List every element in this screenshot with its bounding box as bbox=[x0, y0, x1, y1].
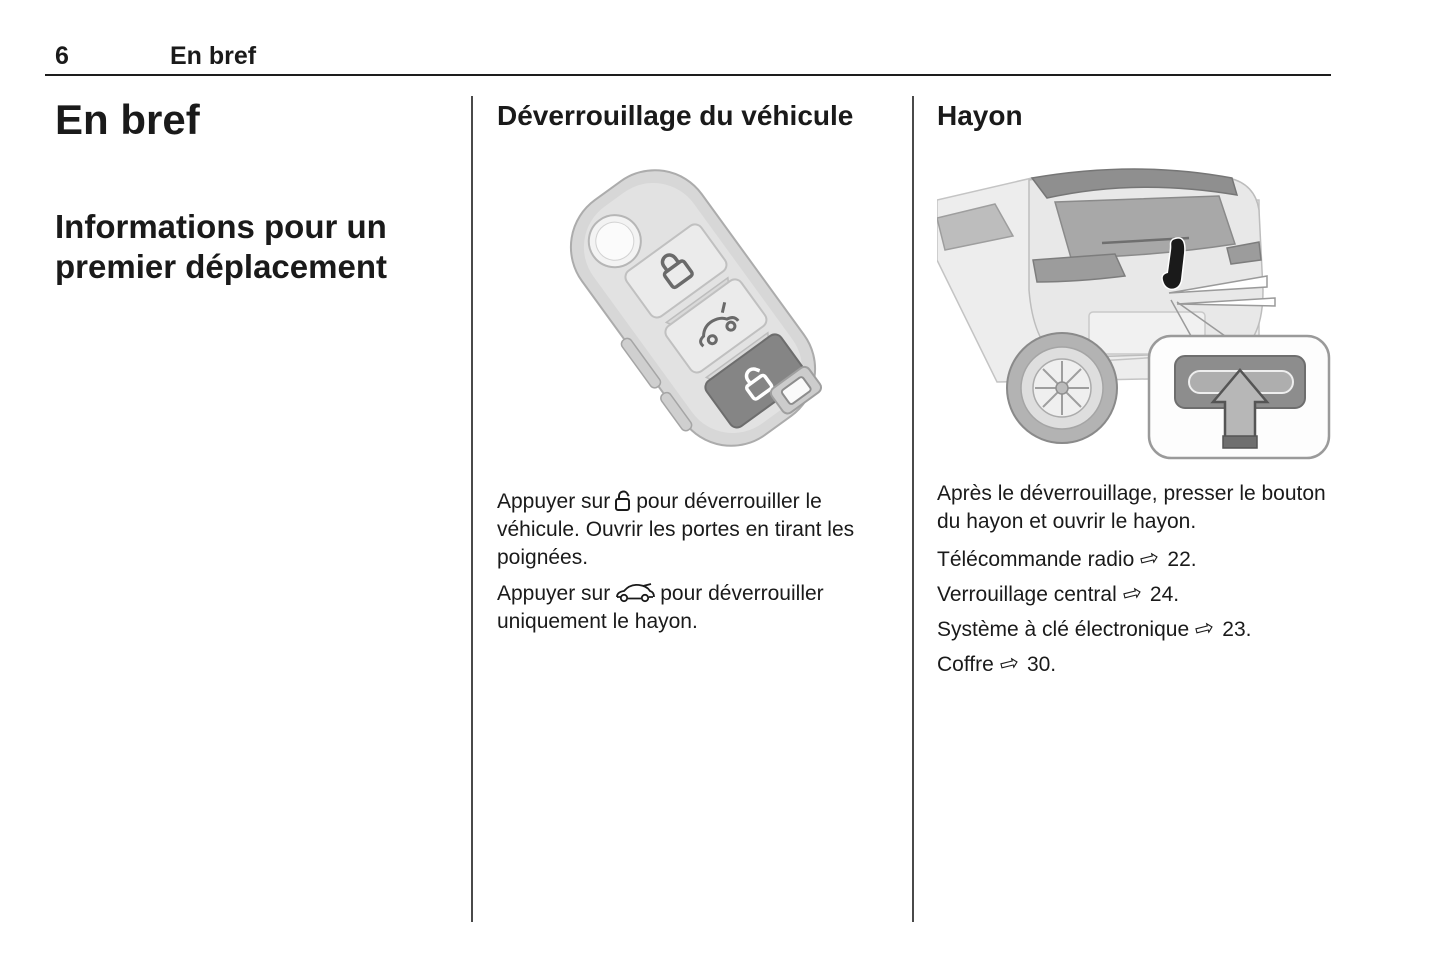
ref-label: Coffre bbox=[937, 653, 994, 676]
middle-column bbox=[497, 100, 891, 636]
page-number: 6 bbox=[55, 42, 69, 70]
header-rule bbox=[45, 74, 1331, 76]
right-column bbox=[937, 100, 1333, 682]
page-ref-arrow-icon: ⇨ bbox=[1137, 544, 1163, 574]
ref-label: Télécommande radio bbox=[937, 548, 1135, 571]
tailgate-figure bbox=[937, 140, 1331, 470]
column-divider-right bbox=[912, 96, 914, 922]
chapter-title: En bref bbox=[55, 96, 200, 143]
para2-suffix: pour déverrouiller uniquement le hayon. bbox=[497, 582, 824, 633]
para1-suffix: pour déverrouiller le véhicule. Ouvrir les portes en tirant les poignées. bbox=[497, 490, 855, 569]
unlocking-heading: Déverrouillage du véhicule bbox=[497, 100, 854, 131]
car-open-tailgate-icon bbox=[614, 583, 656, 604]
unlock-icon bbox=[614, 489, 632, 512]
page-header bbox=[55, 42, 1335, 72]
column-divider-left bbox=[471, 96, 473, 922]
section-subtitle: Informations pour un premier déplacement bbox=[55, 208, 387, 286]
tailgate-unlock-paragraph bbox=[497, 580, 891, 636]
tailgate-button-inset bbox=[1149, 336, 1329, 458]
tailgate-heading: Hayon bbox=[937, 100, 1023, 131]
ref-label: Système à clé électronique bbox=[937, 618, 1190, 641]
page-ref-arrow-icon: ⇨ bbox=[996, 649, 1022, 679]
ref-label: Verrouillage central bbox=[937, 583, 1117, 606]
page-ref-arrow-icon: ⇨ bbox=[1119, 579, 1145, 609]
ref-page: 22. bbox=[1167, 548, 1197, 571]
unlock-paragraph bbox=[497, 488, 891, 572]
para2-prefix: Appuyer sur bbox=[497, 582, 611, 605]
left-column bbox=[55, 97, 455, 287]
reference-line bbox=[937, 612, 1333, 647]
ref-page: 30. bbox=[1026, 653, 1057, 676]
page-ref-arrow-icon: ⇨ bbox=[1192, 614, 1218, 644]
reference-line bbox=[937, 577, 1333, 612]
ref-page: 24. bbox=[1149, 583, 1180, 606]
para1-prefix: Appuyer sur bbox=[497, 490, 611, 513]
tailgate-paragraph: Après le déverrouillage, presser le bouton du hayon et ouvrir le hayon. bbox=[937, 482, 1326, 533]
rear-wheel bbox=[1007, 333, 1117, 443]
running-title: En bref bbox=[170, 42, 257, 70]
page-references bbox=[937, 542, 1333, 682]
key-fob-figure bbox=[497, 150, 887, 468]
reference-line bbox=[937, 542, 1333, 577]
ref-page: 23. bbox=[1222, 618, 1252, 641]
reference-line bbox=[937, 647, 1333, 682]
